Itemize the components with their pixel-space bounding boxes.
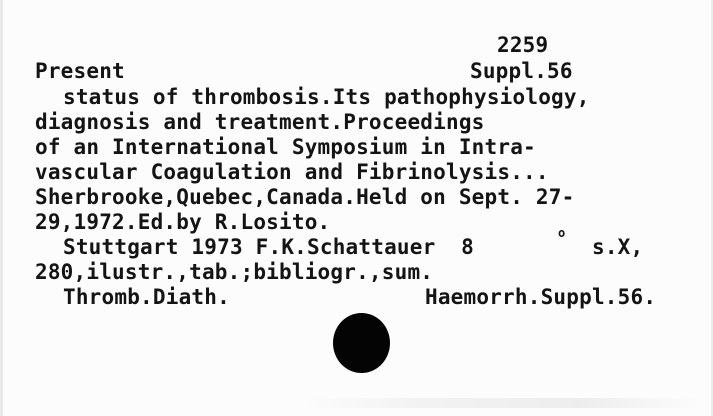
punch-hole xyxy=(333,313,390,373)
title-line-3: of an International Symposium in Intra- xyxy=(35,135,536,159)
title-line-6: 29,1972.Ed.by R.Losito. xyxy=(35,210,331,234)
title-line-2: diagnosis and treatment.Proceedings xyxy=(35,110,485,134)
title-line-1: status of thrombosis.Its pathophysiology, xyxy=(63,85,590,109)
series-reference: Suppl.56 xyxy=(470,59,573,83)
title-line-5: Sherbrooke,Quebec,Canada.Held on Sept. 27- xyxy=(35,185,575,209)
format-superscript: o xyxy=(558,226,566,240)
collation-line: 280,ilustr.,tab.;bibliogr.,sum. xyxy=(35,260,434,284)
show-through-text xyxy=(300,398,700,408)
imprint-line: Stuttgart 1973 F.K.Schattauer 8 xyxy=(63,235,474,259)
accession-number: 2259 xyxy=(497,33,549,57)
title-line-4: vascular Coagulation and Fibrinolysis... xyxy=(35,160,549,184)
format-suffix: s.X, xyxy=(592,235,644,259)
series-right: Haemorrh.Suppl.56. xyxy=(425,285,657,309)
heading-word: Present xyxy=(35,59,125,83)
series-left: Thromb.Diath. xyxy=(63,285,230,309)
